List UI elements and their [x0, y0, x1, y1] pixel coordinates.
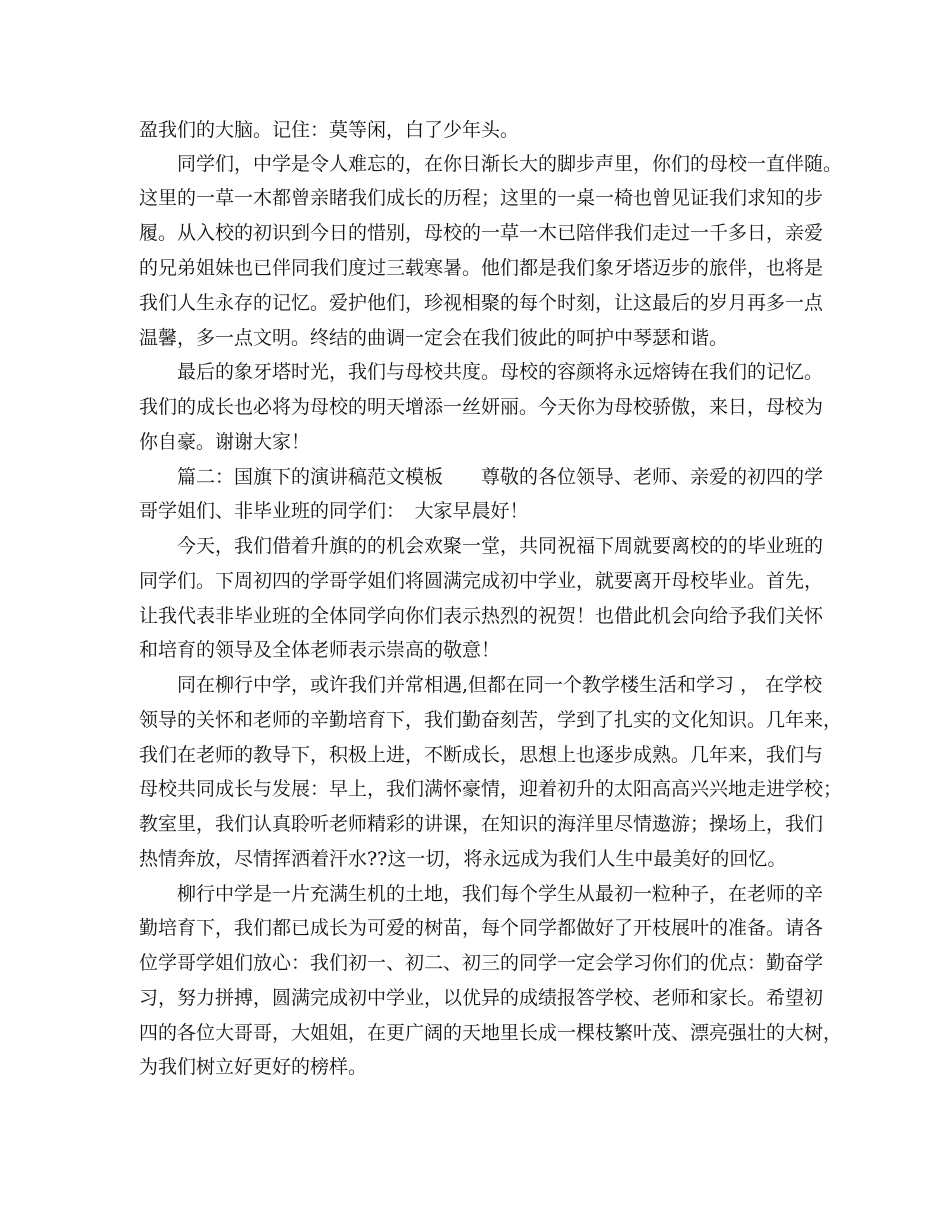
text-line: 柳行中学是一片充满生机的土地，我们每个学生从最初一粒种子，在老师的辛: [177, 883, 824, 905]
text-line: 领导的关怀和老师的辛勤培育下，我们勤奋刻苦，学到了扎实的文化知识。几年来，: [139, 709, 843, 731]
text-line: 盈我们的大脑。记住：莫等闲，白了少年头。: [139, 119, 520, 141]
text-line: 我们的成长也必将为母校的明天增添一丝妍丽。今天你为母校骄傲，来日，母校为: [139, 396, 824, 418]
text-line: 哥学姐们、非毕业班的同学们： 大家早晨好！: [139, 500, 529, 522]
text-line: 让我代表非毕业班的全体同学向你们表示热烈的祝贺！也借此机会向给予我们关怀: [139, 605, 824, 627]
text-line: 篇二：国旗下的演讲稿范文模板 尊敬的各位领导、老师、亲爱的初四的学: [177, 466, 824, 488]
text-line: 同学们。下周初四的学哥学姐们将圆满完成初中学业，就要离开母校毕业。首先，: [139, 570, 824, 592]
text-line: 为我们树立好更好的榜样。: [139, 1056, 368, 1078]
text-line: 我们人生永存的记忆。爱护他们，珍视相聚的每个时刻，让这最后的岁月再多一点: [139, 292, 824, 314]
text-line: 这里的一草一木都曾亲睹我们成长的历程；这里的一桌一椅也曾见证我们求知的步: [139, 187, 824, 209]
text-line: 四的各位大哥哥，大姐姐，在更广阔的天地里长成一棵枝繁叶茂、漂亮强壮的大树，: [139, 1022, 843, 1044]
text-line: 同在柳行中学，或许我们并常相遇,但都在同一个教学楼生活和学习 ， 在学校: [177, 674, 823, 696]
text-line: 勤培育下，我们都已成长为可爱的树苗，每个同学都做好了开枝展叶的准备。请各: [139, 917, 824, 939]
text-line: 的兄弟姐妹也已伴同我们度过三载寒暑。他们都是我们象牙塔迈步的旅伴，也将是: [139, 257, 824, 279]
text-line: 同学们，中学是令人难忘的，在你日渐长大的脚步声里，你们的母校一直伴随。: [177, 153, 843, 175]
text-line: 和培育的领导及全体老师表示崇高的敬意！: [139, 639, 501, 661]
text-line: 我们在老师的教导下，积极上进，不断成长，思想上也逐步成熟。几年来，我们与: [139, 744, 824, 766]
text-line: 母校共同成长与发展：早上，我们满怀豪情，迎着初升的太阳高高兴兴地走进学校；: [139, 778, 843, 800]
text-line: 教室里，我们认真聆听老师精彩的讲课，在知识的海洋里尽情遨游；操场上，我们: [139, 813, 824, 835]
text-line: 履。从入校的初识到今日的惜别，母校的一草一木已陪伴我们走过一千多日，亲爱: [139, 222, 824, 244]
text-line: 你自豪。谢谢大家！: [139, 431, 311, 453]
text-line: 温馨，多一点文明。终结的曲调一定会在我们彼此的呵护中琴瑟和谐。: [139, 327, 729, 349]
text-line: 习，努力拼搏，圆满完成初中学业，以优异的成绩报答学校、老师和家长。希望初: [139, 987, 824, 1009]
text-line: 最后的象牙塔时光，我们与母校共度。母校的容颜将永远熔铸在我们的记忆。: [177, 361, 824, 383]
text-line: 热情奔放，尽情挥洒着汗水??这一切，将永远成为我们人生中最美好的回忆。: [139, 848, 787, 870]
text-line: 位学哥学姐们放心：我们初一、初二、初三的同学一定会学习你们的优点：勤奋学: [139, 952, 824, 974]
text-line: 今天，我们借着升旗的的机会欢聚一堂，共同祝福下周就要离校的的毕业班的: [177, 535, 824, 557]
